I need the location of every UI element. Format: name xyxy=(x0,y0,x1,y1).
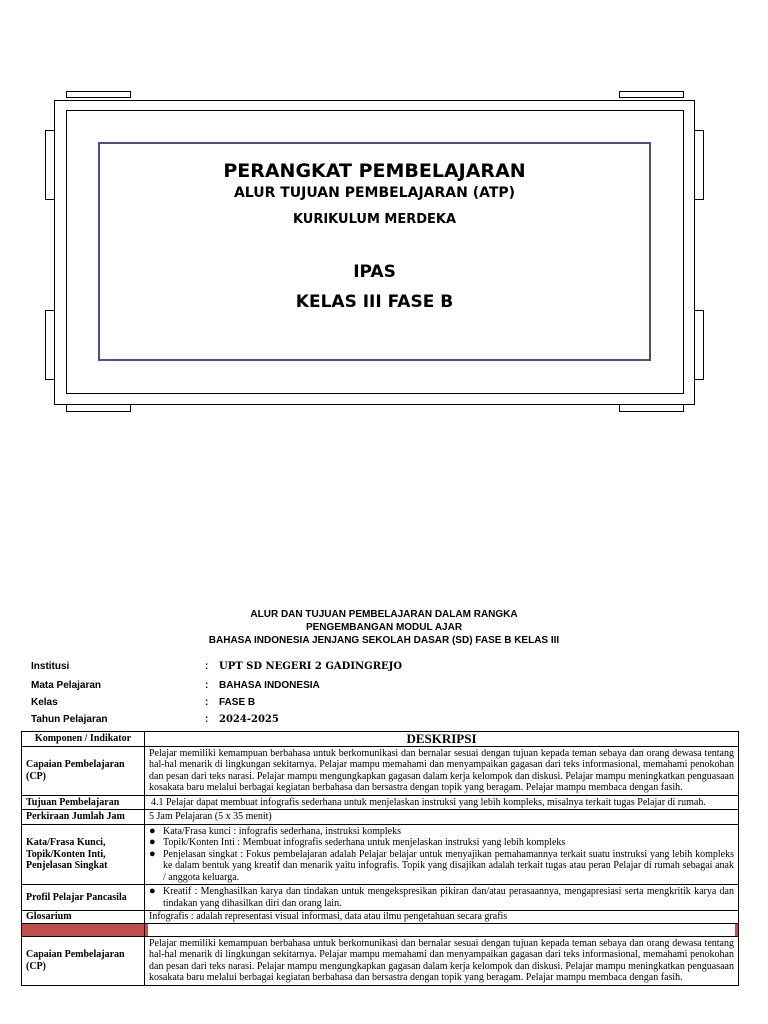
table-row xyxy=(22,810,739,825)
cp-text: Pelajar memiliki kemampuan berbahasa untuk berkomunikasi dan bernalar sesuai dengan tujuan kepada teman sebaya dan orang dewasa tentang hal-hal menarik di lingkungan sekitarnya. Pelajar mampu memahami dan menyampaikan gagasan dari teks informasional, memahami penokohan dan pesan dari teks narasi. Pelajar mampu mengungkapkan gagasan dalam kerja kelompok dan diskusi. Pelajar mampu meningkatkan penguasaan kosakata baru melalui berbagai kegiatan berbahasa dan bersastra dengan topik yang beragam. Pelajar mampu membaca dengan fasih. xyxy=(145,746,739,795)
mapel-colon: : xyxy=(205,680,209,691)
institusi-colon: : xyxy=(205,661,209,672)
table-row xyxy=(22,885,739,911)
table-row xyxy=(22,824,739,885)
glos-label: Glosarium xyxy=(22,911,145,924)
doc-heading-line3: BAHASA INDONESIA JENJANG SEKOLAH DASAR (SD) FASE B KELAS III xyxy=(208,635,560,646)
tahun-colon: : xyxy=(205,714,209,725)
jam-text: 5 Jam Pelajaran (5 x 35 menit) xyxy=(145,810,739,825)
profil-label: Profil Pelajar Pancasila xyxy=(22,885,145,911)
cp-label: Capaian Pembelajaran (CP) xyxy=(22,746,145,795)
list-item: ● Kata/Frasa kunci : infografis sederhana, instruksi kompleks xyxy=(149,826,734,838)
header-komponen: Komponen / Indikator xyxy=(22,732,145,747)
cover-subject: IPAS xyxy=(353,262,396,282)
mapel-label: Mata Pelajaran xyxy=(31,680,102,691)
list-item: ● Kreatif : Menghasilkan karya dan tindakan untuk mengekspresikan pikiran dan/atau perasaannya, mengapresiasi serta mengkritik karya dan tindakan yang dihasilkan diri dan orang lain. xyxy=(149,886,734,909)
tahun-value: 2024-2025 xyxy=(219,714,279,725)
kelas-value: FASE B xyxy=(219,697,256,708)
kata-label: Kata/Frasa Kunci, Topik/Konten Inti, Penjelasan Singkat xyxy=(22,824,145,885)
tp-text: 4.1 Pelajar dapat membuat infografis sederhana untuk menjelaskan instruksi yang lebih kompleks, misalnya terkait tugas Pelajar di rumah. xyxy=(145,795,739,810)
profil-cell xyxy=(145,885,739,911)
cp2-text: Pelajar memiliki kemampuan berbahasa untuk berkomunikasi dan bernalar sesuai dengan tujuan kepada teman sebaya dan orang dewasa tentang hal-hal menarik di lingkungan sekitarnya. Pelajar mampu memahami dan menyampaikan gagasan dari teks informasional, memahami penokohan dan pesan dari teks narasi. Pelajar mampu mengungkapkan gagasan dalam kerja kelompok dan diskusi. Pelajar mampu meningkatkan penguasaan kosakata baru melalui berbagai kegiatan berbahasa dan bersastra dengan topik yang beragam. Pelajar mampu membaca dengan fasih. xyxy=(145,936,739,985)
table-row xyxy=(22,795,739,810)
cp2-label: Capaian Pembelajaran (CP) xyxy=(22,936,145,985)
cover-grade: KELAS III FASE B xyxy=(295,292,454,312)
doc-heading-line1: ALUR DAN TUJUAN PEMBELAJARAN DALAM RANGKA xyxy=(250,609,518,620)
table-row xyxy=(22,746,739,795)
cover-curriculum: KURIKULUM MERDEKA xyxy=(292,212,457,227)
separator-red-cell xyxy=(22,923,145,936)
header-deskripsi: DESKRIPSI xyxy=(145,732,739,747)
cover-title: PERANGKAT PEMBELAJARAN xyxy=(223,160,526,182)
glos-text: Infografis : adalah representasi visual informasi, data atau ilmu pengetahuan secara grafis xyxy=(145,911,739,924)
institusi-value: UPT SD NEGERI 2 GADINGREJO xyxy=(219,661,403,672)
mapel-value: BAHASA INDONESIA xyxy=(219,680,320,691)
table-row xyxy=(22,936,739,985)
institusi-label: Institusi xyxy=(31,661,70,672)
kelas-label: Kelas xyxy=(31,697,58,708)
jam-label: Perkiraan Jumlah Jam xyxy=(22,810,145,825)
list-item: ● Penjelasan singkat : Fokus pembelajaran adalah Pelajar belajar untuk menyajikan pemahamannya terkait suatu instruksi yang lebih kompleks ke dalam bentuk yang kreatif dan menarik yaitu infografis. Topik yang disajikan adalah terkait tugas atau peran Pelajar di rumah sebagai anak / anggota keluarga. xyxy=(149,849,734,884)
tp-label: Tujuan Pembelajaran xyxy=(22,795,145,810)
kata-cell xyxy=(145,824,739,885)
list-item: ● Topik/Konten Inti : Membuat infografis sederhana untuk menjelaskan instruksi yang lebih kompleks xyxy=(149,837,734,849)
kelas-colon: : xyxy=(205,697,209,708)
atp-table xyxy=(21,731,739,986)
separator-cell xyxy=(145,923,739,936)
cover-subtitle: ALUR TUJUAN PEMBELAJARAN (ATP) xyxy=(233,185,516,201)
table-row xyxy=(22,911,739,924)
table-header-row xyxy=(22,732,739,747)
doc-heading-line2: PENGEMBANGAN MODUL AJAR xyxy=(305,622,463,633)
tahun-label: Tahun Pelajaran xyxy=(31,714,108,725)
separator-row xyxy=(22,923,739,936)
